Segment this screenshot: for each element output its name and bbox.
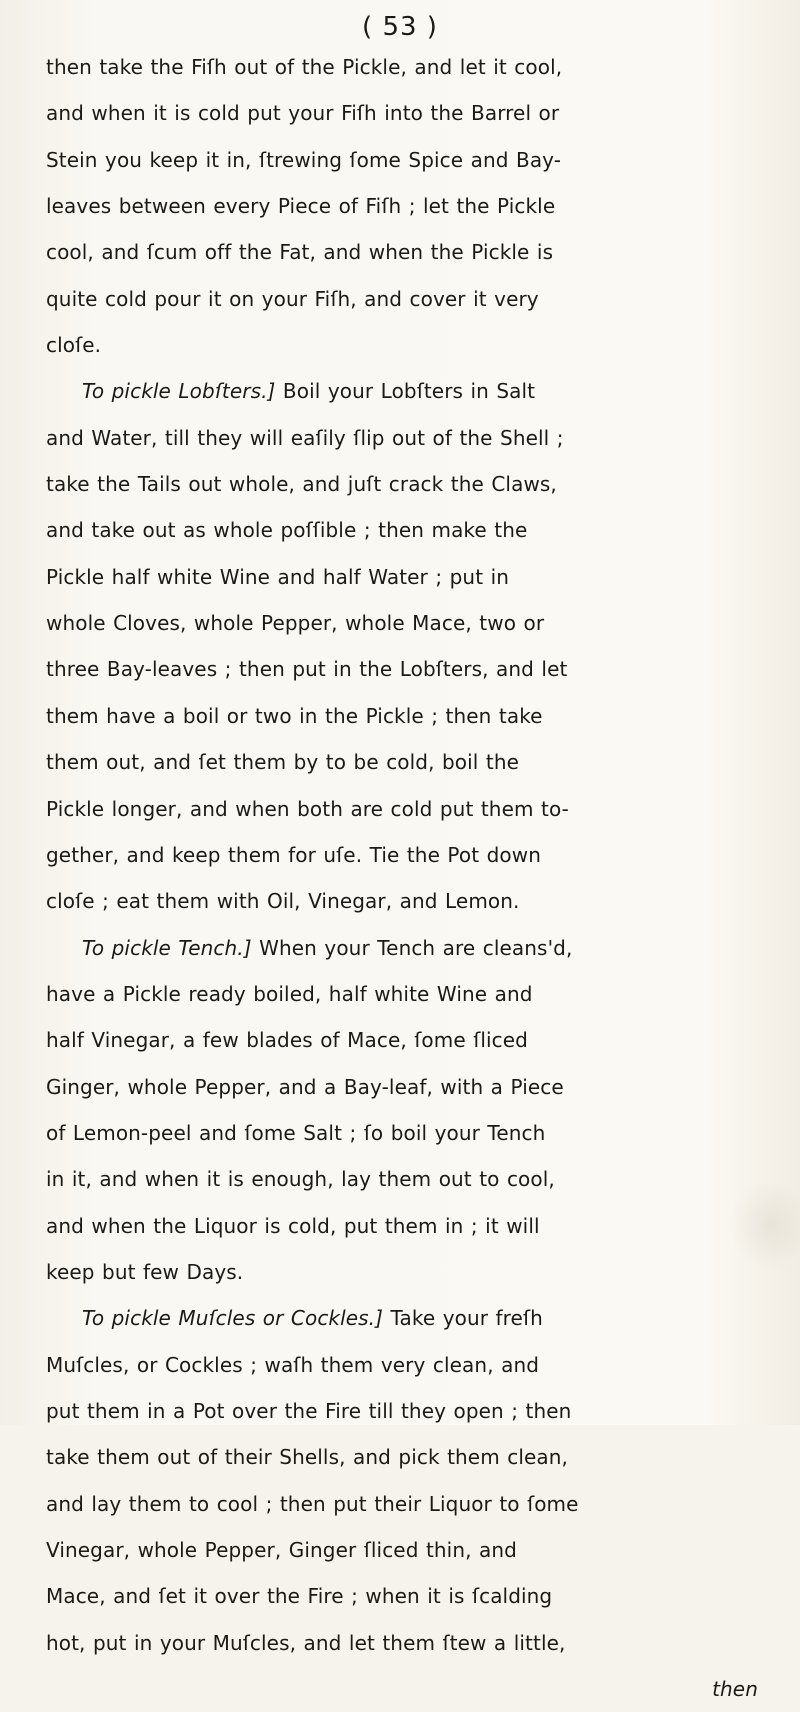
text-line: and take out as whole poſſible ; then make the xyxy=(46,518,528,543)
text-line: put them in a Pot over the Fire till they open ; then xyxy=(46,1398,572,1423)
text-line: them have a boil or two in the Pickle ; then take xyxy=(46,703,543,728)
text-line: cool, and ſcum off the Fat, and when the Pickle is xyxy=(46,240,554,265)
text-line: whole Cloves, whole Pepper, whole Mace, two or xyxy=(46,611,545,636)
text-line: hot, put in your Muſcles, and let them ſtew a little, xyxy=(46,1630,566,1655)
text-line: leaves between every Piece of Fiſh ; let the Pickle xyxy=(46,194,556,219)
recipe-muscles-first-line xyxy=(46,1295,766,1341)
text-line: keep but few Days. xyxy=(46,1259,244,1284)
catchword: then xyxy=(712,1677,758,1702)
text-line: them out, and ſet them by to be cold, boil the xyxy=(46,750,520,775)
text-line: When your Tench are cleans'd, xyxy=(259,935,573,960)
text-line: and when it is cold put your Fiſh into the Barrel or xyxy=(46,101,560,126)
recipe-tench-first-line xyxy=(46,925,766,971)
page-body xyxy=(46,44,766,1712)
text-line: take the Tails out whole, and juſt crack the Claws, xyxy=(46,472,557,497)
text-line: Mace, and ſet it over the Fire ; when it is ſcalding xyxy=(46,1584,553,1609)
text-line: gether, and keep them for uſe. Tie the Pot down xyxy=(46,842,541,867)
text-line: quite cold pour it on your Fiſh, and cover it very xyxy=(46,286,539,311)
text-line: in it, and when it is enough, lay them out to cool, xyxy=(46,1167,555,1192)
text-line: then take the Fiſh out of the Pickle, and let it cool, xyxy=(46,55,563,79)
recipe-heading-lobsters: To pickle Lobſters.] xyxy=(82,379,276,404)
text-line: Muſcles, or Cockles ; waſh them very clean, and xyxy=(46,1352,540,1377)
text-line: Vinegar, whole Pepper, Ginger ſliced thin, and xyxy=(46,1538,517,1562)
text-line: cloſe ; eat them with Oil, Vinegar, and Lemon. xyxy=(46,889,520,914)
text-line: and lay them to cool ; then put their Liquor to ſome xyxy=(46,1491,579,1516)
text-line: and when the Liquor is cold, put them in ; it will xyxy=(46,1213,540,1238)
text-line: cloſe. xyxy=(46,333,102,358)
recipe-lobsters-first-line xyxy=(46,368,766,414)
page-number: ( 53 ) xyxy=(362,12,438,42)
text-line: and Water, till they will eaſily ſlip out of the Shell ; xyxy=(46,425,564,450)
text-line: half Vinegar, a few blades of Mace, ſome ſliced xyxy=(46,1028,528,1053)
text-line: Pickle half white Wine and half Water ; put in xyxy=(46,564,510,589)
text-line: Pickle longer, and when both are cold put them to- xyxy=(46,796,569,821)
recipe-heading-tench: To pickle Tench.] xyxy=(82,935,252,960)
text-line: of Lemon-peel and ſome Salt ; ſo boil your Tench xyxy=(46,1120,546,1145)
text-line: Ginger, whole Pepper, and a Bay-leaf, with a Piece xyxy=(46,1074,564,1099)
text-line: Take your freſh xyxy=(390,1306,543,1331)
text-line: Boil your Lobſters in Salt xyxy=(282,379,536,404)
text-line: take them out of their Shells, and pick them clean, xyxy=(46,1445,568,1470)
text-line: Stein you keep it in, ſtrewing ſome Spice and Bay- xyxy=(46,147,562,172)
text-line: three Bay-leaves ; then put in the Lobſters, and let xyxy=(46,657,568,682)
recipe-heading-muscles: To pickle Muſcles or Cockles.] xyxy=(82,1306,384,1331)
text-line: have a Pickle ready boiled, half white Wine and xyxy=(46,981,533,1006)
